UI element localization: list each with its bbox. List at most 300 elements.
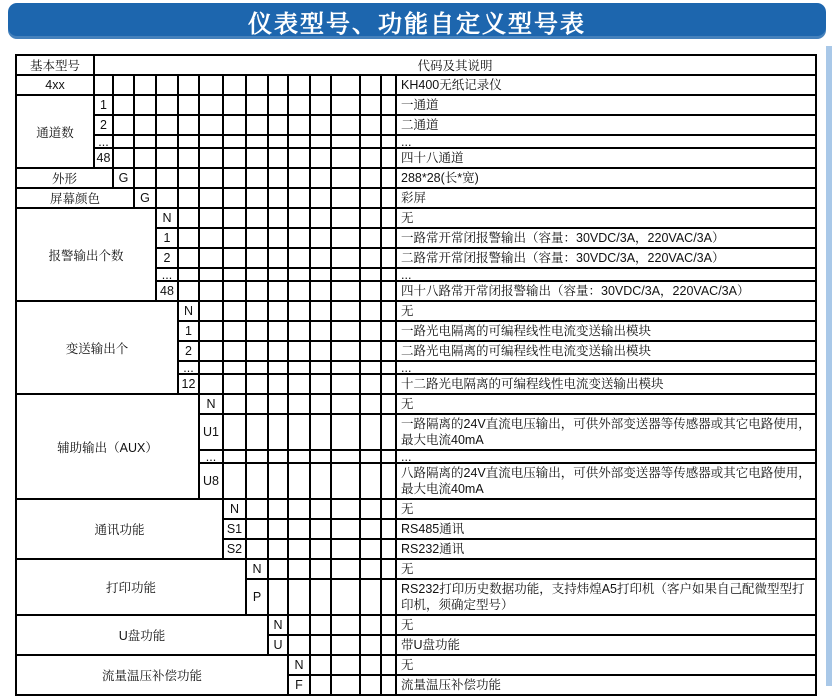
section-label: U盘功能 <box>16 615 268 655</box>
empty-cell <box>288 341 310 361</box>
empty-cell <box>381 450 396 463</box>
empty-cell <box>223 188 246 208</box>
empty-cell <box>246 463 268 499</box>
empty-cell <box>360 615 381 635</box>
empty-cell <box>199 168 223 188</box>
desc-cell: ... <box>396 135 816 148</box>
empty-cell <box>310 268 331 281</box>
desc-cell: 十二路光电隔离的可编程线性电流变送输出模块 <box>396 374 816 394</box>
empty-cell <box>288 463 310 499</box>
desc-cell: ... <box>396 268 816 281</box>
code-cell: S2 <box>223 539 246 559</box>
empty-cell <box>288 450 310 463</box>
empty-cell <box>288 168 310 188</box>
empty-cell <box>246 281 268 301</box>
empty-cell <box>223 394 246 414</box>
empty-cell <box>381 559 396 579</box>
empty-cell <box>246 135 268 148</box>
empty-cell <box>268 321 288 341</box>
empty-cell <box>381 75 396 95</box>
empty-cell <box>156 148 178 168</box>
code-cell: N <box>246 559 268 579</box>
desc-cell: 八路隔离的24V直流电压输出，可供外部变送器等传感器或其它电路使用，最大电流40mA <box>396 463 816 499</box>
desc-cell: 二路常开常闭报警输出（容量：30VDC/3A，220VAC/3A） <box>396 248 816 268</box>
empty-cell <box>199 301 223 321</box>
empty-cell <box>223 148 246 168</box>
section-label: 报警输出个数 <box>16 208 156 301</box>
desc-cell: RS232打印历史数据功能，支持炜煌A5打印机（客户如果自己配微型型打印机，须确定型号） <box>396 579 816 615</box>
empty-cell <box>310 168 331 188</box>
empty-cell <box>199 115 223 135</box>
empty-cell <box>246 188 268 208</box>
empty-cell <box>331 615 360 635</box>
empty-cell <box>360 135 381 148</box>
empty-cell <box>246 539 268 559</box>
empty-cell <box>381 655 396 675</box>
empty-cell <box>134 148 156 168</box>
desc-cell: ... <box>396 450 816 463</box>
empty-cell <box>178 268 199 281</box>
empty-cell <box>310 559 331 579</box>
table-row <box>16 499 816 519</box>
empty-cell <box>268 268 288 281</box>
empty-cell <box>246 115 268 135</box>
empty-cell <box>381 499 396 519</box>
header-basic-model-cell: 基本型号 <box>16 55 94 75</box>
empty-cell <box>223 414 246 450</box>
empty-cell <box>288 414 310 450</box>
empty-cell <box>246 95 268 115</box>
section-label: 流量温压补偿功能 <box>16 655 288 695</box>
empty-cell <box>288 148 310 168</box>
code-cell: U <box>268 635 288 655</box>
empty-cell <box>134 115 156 135</box>
empty-cell <box>360 281 381 301</box>
empty-cell <box>331 95 360 115</box>
code-cell: ... <box>94 135 113 148</box>
empty-cell <box>381 539 396 559</box>
code-cell: 12 <box>178 374 199 394</box>
empty-cell <box>246 394 268 414</box>
empty-cell <box>381 188 396 208</box>
empty-cell <box>268 579 288 615</box>
empty-cell <box>331 148 360 168</box>
empty-cell <box>310 635 331 655</box>
empty-cell <box>178 281 199 301</box>
empty-cell <box>310 341 331 361</box>
empty-cell <box>381 228 396 248</box>
empty-cell <box>246 248 268 268</box>
empty-cell <box>310 148 331 168</box>
header-code-description-cell: 代码及其说明 <box>94 55 816 75</box>
empty-cell <box>246 148 268 168</box>
empty-cell <box>310 248 331 268</box>
code-cell: 48 <box>94 148 113 168</box>
empty-cell <box>331 115 360 135</box>
code-cell: 1 <box>178 321 199 341</box>
empty-cell <box>268 115 288 135</box>
empty-cell <box>268 188 288 208</box>
empty-cell <box>268 168 288 188</box>
empty-cell <box>331 135 360 148</box>
empty-cell <box>310 414 331 450</box>
table-row <box>16 95 816 115</box>
empty-cell <box>178 95 199 115</box>
code-cell: 2 <box>94 115 113 135</box>
desc-cell: 无 <box>396 394 816 414</box>
code-cell: N <box>178 301 199 321</box>
empty-cell <box>310 374 331 394</box>
empty-cell <box>268 539 288 559</box>
empty-cell <box>360 579 381 615</box>
empty-cell <box>288 248 310 268</box>
empty-cell <box>199 268 223 281</box>
code-cell: 2 <box>156 248 178 268</box>
empty-cell <box>223 374 246 394</box>
empty-cell <box>134 75 156 95</box>
desc-cell: 288*28(长*宽) <box>396 168 816 188</box>
empty-cell <box>268 519 288 539</box>
section-label: 辅助输出（AUX） <box>16 394 199 499</box>
desc-cell: 二路光电隔离的可编程线性电流变送输出模块 <box>396 341 816 361</box>
empty-cell <box>360 539 381 559</box>
desc-cell: 彩屏 <box>396 188 816 208</box>
table-row <box>16 615 816 635</box>
desc-cell: 带U盘功能 <box>396 635 816 655</box>
empty-cell <box>288 519 310 539</box>
empty-cell <box>331 655 360 675</box>
empty-cell <box>223 361 246 374</box>
empty-cell <box>223 95 246 115</box>
empty-cell <box>381 463 396 499</box>
empty-cell <box>268 463 288 499</box>
code-cell: P <box>246 579 268 615</box>
section-label: 4xx <box>16 75 94 95</box>
desc-cell: ... <box>396 361 816 374</box>
table-row <box>16 75 816 95</box>
empty-cell <box>268 75 288 95</box>
empty-cell <box>381 135 396 148</box>
empty-cell <box>331 635 360 655</box>
empty-cell <box>156 168 178 188</box>
empty-cell <box>223 341 246 361</box>
empty-cell <box>360 374 381 394</box>
empty-cell <box>268 450 288 463</box>
table-row <box>16 115 816 135</box>
table-header-row <box>16 55 816 75</box>
table-row <box>16 301 816 321</box>
desc-cell: RS485通讯 <box>396 519 816 539</box>
empty-cell <box>156 188 178 208</box>
empty-cell <box>381 361 396 374</box>
empty-cell <box>288 394 310 414</box>
model-table <box>15 54 817 696</box>
empty-cell <box>268 341 288 361</box>
empty-cell <box>199 281 223 301</box>
empty-cell <box>331 228 360 248</box>
empty-cell <box>199 361 223 374</box>
page-edge-strip <box>826 46 832 686</box>
empty-cell <box>310 228 331 248</box>
empty-cell <box>381 168 396 188</box>
empty-cell <box>360 228 381 248</box>
empty-cell <box>331 463 360 499</box>
empty-cell <box>113 95 134 115</box>
empty-cell <box>288 635 310 655</box>
table-row <box>16 188 816 208</box>
section-label: 屏幕颜色 <box>16 188 134 208</box>
code-cell: N <box>288 655 310 675</box>
empty-cell <box>381 301 396 321</box>
empty-cell <box>381 208 396 228</box>
empty-cell <box>178 228 199 248</box>
empty-cell <box>288 321 310 341</box>
empty-cell <box>331 281 360 301</box>
empty-cell <box>223 248 246 268</box>
code-cell: 2 <box>178 341 199 361</box>
empty-cell <box>288 228 310 248</box>
empty-cell <box>288 361 310 374</box>
desc-cell: 无 <box>396 559 816 579</box>
empty-cell <box>331 499 360 519</box>
empty-cell <box>310 208 331 228</box>
code-cell: ... <box>156 268 178 281</box>
code-cell: U8 <box>199 463 223 499</box>
empty-cell <box>223 463 246 499</box>
empty-cell <box>310 115 331 135</box>
table-row <box>16 148 816 168</box>
empty-cell <box>178 208 199 228</box>
empty-cell <box>223 228 246 248</box>
empty-cell <box>360 463 381 499</box>
empty-cell <box>199 148 223 168</box>
empty-cell <box>178 188 199 208</box>
table-row <box>16 394 816 414</box>
empty-cell <box>381 414 396 450</box>
empty-cell <box>381 615 396 635</box>
empty-cell <box>360 635 381 655</box>
empty-cell <box>331 361 360 374</box>
empty-cell <box>223 268 246 281</box>
empty-cell <box>199 341 223 361</box>
empty-cell <box>331 374 360 394</box>
code-cell: 1 <box>94 95 113 115</box>
empty-cell <box>360 268 381 281</box>
empty-cell <box>331 321 360 341</box>
code-cell: 48 <box>156 281 178 301</box>
empty-cell <box>246 499 268 519</box>
code-cell: N <box>199 394 223 414</box>
empty-cell <box>268 135 288 148</box>
empty-cell <box>223 75 246 95</box>
empty-cell <box>360 499 381 519</box>
empty-cell <box>331 414 360 450</box>
empty-cell <box>310 75 331 95</box>
empty-cell <box>268 95 288 115</box>
empty-cell <box>381 675 396 695</box>
empty-cell <box>331 208 360 228</box>
empty-cell <box>268 281 288 301</box>
empty-cell <box>381 579 396 615</box>
empty-cell <box>199 95 223 115</box>
empty-cell <box>268 148 288 168</box>
desc-cell: 无 <box>396 615 816 635</box>
empty-cell <box>310 579 331 615</box>
empty-cell <box>268 248 288 268</box>
empty-cell <box>360 450 381 463</box>
empty-cell <box>268 394 288 414</box>
desc-cell: 一路隔离的24V直流电压输出，可供外部变送器等传感器或其它电路使用，最大电流40mA <box>396 414 816 450</box>
empty-cell <box>331 188 360 208</box>
empty-cell <box>310 361 331 374</box>
code-cell: ... <box>199 450 223 463</box>
empty-cell <box>360 321 381 341</box>
empty-cell <box>310 615 331 635</box>
empty-cell <box>199 228 223 248</box>
empty-cell <box>331 268 360 281</box>
code-cell: 1 <box>156 228 178 248</box>
empty-cell <box>113 115 134 135</box>
empty-cell <box>223 135 246 148</box>
empty-cell <box>178 135 199 148</box>
empty-cell <box>178 168 199 188</box>
empty-cell <box>310 281 331 301</box>
table-row <box>16 168 816 188</box>
desc-cell: KH400无纸记录仪 <box>396 75 816 95</box>
empty-cell <box>199 248 223 268</box>
empty-cell <box>381 148 396 168</box>
empty-cell <box>360 559 381 579</box>
empty-cell <box>223 321 246 341</box>
desc-cell: 无 <box>396 301 816 321</box>
empty-cell <box>331 75 360 95</box>
desc-cell: 一路光电隔离的可编程线性电流变送输出模块 <box>396 321 816 341</box>
empty-cell <box>360 95 381 115</box>
empty-cell <box>246 450 268 463</box>
code-cell: N <box>156 208 178 228</box>
empty-cell <box>223 301 246 321</box>
empty-cell <box>246 361 268 374</box>
empty-cell <box>199 321 223 341</box>
empty-cell <box>360 519 381 539</box>
code-cell: U1 <box>199 414 223 450</box>
empty-cell <box>310 539 331 559</box>
empty-cell <box>360 301 381 321</box>
empty-cell <box>246 268 268 281</box>
empty-cell <box>223 208 246 228</box>
empty-cell <box>246 228 268 248</box>
empty-cell <box>331 559 360 579</box>
empty-cell <box>199 208 223 228</box>
empty-cell <box>381 341 396 361</box>
empty-cell <box>223 450 246 463</box>
desc-cell: 四十八通道 <box>396 148 816 168</box>
empty-cell <box>360 675 381 695</box>
empty-cell <box>360 148 381 168</box>
empty-cell <box>268 208 288 228</box>
code-cell: G <box>134 188 156 208</box>
empty-cell <box>288 539 310 559</box>
empty-cell <box>360 341 381 361</box>
empty-cell <box>268 361 288 374</box>
empty-cell <box>223 281 246 301</box>
empty-cell <box>331 519 360 539</box>
empty-cell <box>331 675 360 695</box>
empty-cell <box>288 208 310 228</box>
empty-cell <box>310 188 331 208</box>
empty-cell <box>331 341 360 361</box>
empty-cell <box>288 374 310 394</box>
empty-cell <box>381 268 396 281</box>
empty-cell <box>288 75 310 95</box>
empty-cell <box>113 75 134 95</box>
empty-cell <box>331 450 360 463</box>
empty-cell <box>381 281 396 301</box>
empty-cell <box>288 559 310 579</box>
empty-cell <box>310 519 331 539</box>
empty-cell <box>268 228 288 248</box>
empty-cell <box>288 188 310 208</box>
desc-cell: 一路常开常闭报警输出（容量：30VDC/3A，220VAC/3A） <box>396 228 816 248</box>
desc-cell: 流量温压补偿功能 <box>396 675 816 695</box>
empty-cell <box>246 414 268 450</box>
table-row <box>16 135 816 148</box>
empty-cell <box>288 579 310 615</box>
empty-cell <box>310 450 331 463</box>
desc-cell: 无 <box>396 499 816 519</box>
empty-cell <box>310 499 331 519</box>
empty-cell <box>331 539 360 559</box>
code-cell: G <box>113 168 134 188</box>
section-label: 打印功能 <box>16 559 246 615</box>
empty-cell <box>381 374 396 394</box>
empty-cell <box>199 135 223 148</box>
empty-cell <box>310 675 331 695</box>
empty-cell <box>381 519 396 539</box>
empty-cell <box>288 301 310 321</box>
empty-cell <box>199 75 223 95</box>
empty-cell <box>360 115 381 135</box>
empty-cell <box>223 115 246 135</box>
empty-cell <box>331 301 360 321</box>
empty-cell <box>331 168 360 188</box>
empty-cell <box>360 208 381 228</box>
empty-cell <box>156 135 178 148</box>
table-row <box>16 655 816 675</box>
desc-cell: RS232通讯 <box>396 539 816 559</box>
empty-cell <box>381 248 396 268</box>
empty-cell <box>288 268 310 281</box>
empty-cell <box>331 579 360 615</box>
empty-cell <box>156 115 178 135</box>
section-label: 通道数 <box>16 95 94 168</box>
empty-cell <box>156 75 178 95</box>
empty-cell <box>288 95 310 115</box>
empty-cell <box>223 168 246 188</box>
empty-cell <box>268 374 288 394</box>
empty-cell <box>246 168 268 188</box>
section-label: 变送输出个 <box>16 301 178 394</box>
empty-cell <box>178 75 199 95</box>
empty-cell <box>360 361 381 374</box>
empty-cell <box>246 321 268 341</box>
empty-cell <box>134 168 156 188</box>
empty-cell <box>360 655 381 675</box>
empty-cell <box>178 148 199 168</box>
empty-cell <box>310 655 331 675</box>
code-cell: S1 <box>223 519 246 539</box>
empty-cell <box>360 394 381 414</box>
